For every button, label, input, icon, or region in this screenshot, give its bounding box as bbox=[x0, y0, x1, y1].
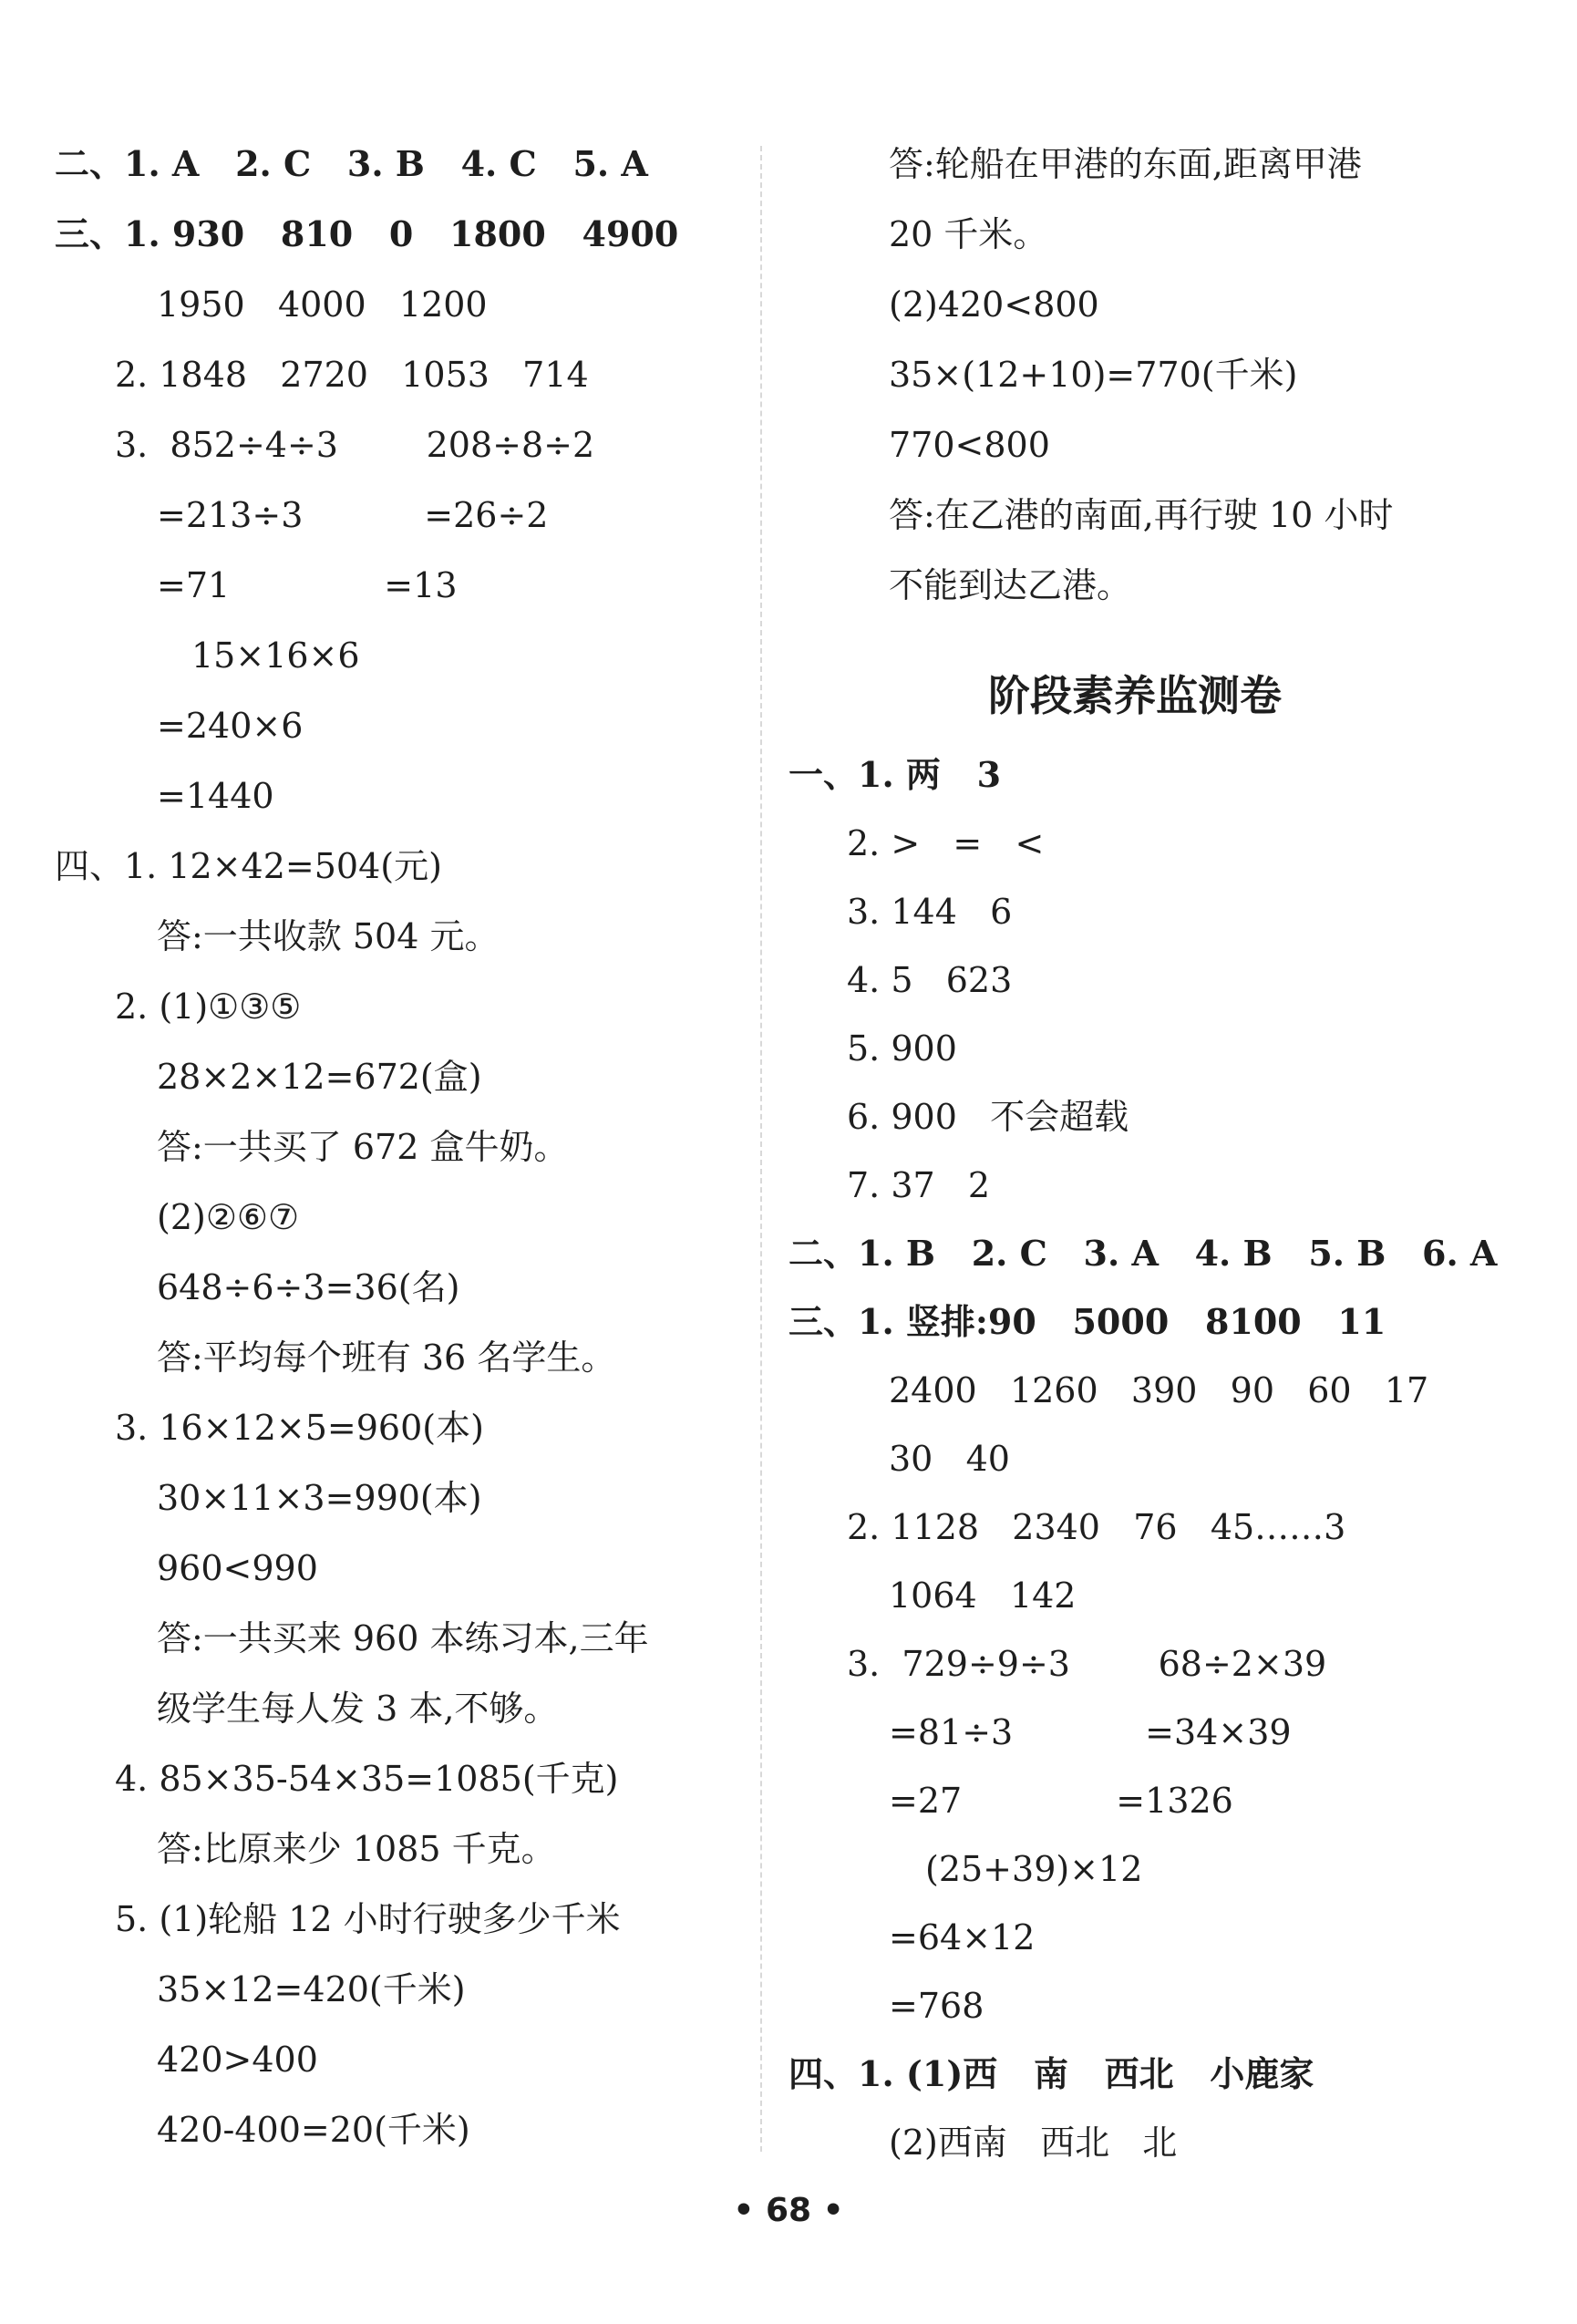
answer-line: =768 bbox=[889, 1986, 984, 2026]
answer-line: (2)420<800 bbox=[889, 284, 1099, 325]
answer-line: 四、1. (1)西 南 西北 小鹿家 bbox=[788, 2053, 1314, 2094]
answer-line: (2)西南 西北 北 bbox=[889, 2123, 1178, 2163]
answer-line: 3. 729÷9÷3 68÷2×39 bbox=[847, 1644, 1327, 1684]
answer-line: 4. 5 623 bbox=[847, 960, 1013, 1000]
answer-line: 3. 852÷4÷3 208÷8÷2 bbox=[115, 425, 595, 465]
answer-line: 35×(12+10)=770(千米) bbox=[889, 355, 1298, 395]
answer-line: 2. 1128 2340 76 45……3 bbox=[847, 1507, 1346, 1547]
answer-line: 答:在乙港的南面,再行驶 10 小时 bbox=[889, 495, 1394, 535]
answer-line: 答:比原来少 1085 千克。 bbox=[157, 1829, 556, 1869]
answer-line: 四、1. 12×42=504(元) bbox=[55, 846, 442, 886]
answer-line: 5. (1)轮船 12 小时行驶多少千米 bbox=[115, 1899, 621, 1939]
answer-line: 20 千米。 bbox=[889, 214, 1048, 254]
answer-line: 420>400 bbox=[157, 2040, 318, 2080]
answer-line: =1440 bbox=[157, 776, 274, 816]
answer-line: 级学生每人发 3 本,不够。 bbox=[157, 1689, 559, 1729]
answer-line: 答:一共买了 672 盒牛奶。 bbox=[157, 1127, 569, 1167]
answer-line: =64×12 bbox=[889, 1917, 1036, 1957]
section-title: 阶段素养监测卷 bbox=[988, 671, 1282, 720]
answer-line: 35×12=420(千米) bbox=[157, 1969, 466, 2009]
answer-line: 一、1. 两 3 bbox=[788, 754, 1002, 795]
answer-line: 4. 85×35-54×35=1085(千克) bbox=[115, 1759, 619, 1799]
answer-line: 2. > = < bbox=[847, 823, 1045, 863]
answer-line: 2. (1)①③⑤ bbox=[115, 986, 302, 1027]
answer-line: 3. 16×12×5=960(本) bbox=[115, 1408, 484, 1448]
answer-line: 三、1. 930 810 0 1800 4900 bbox=[55, 213, 679, 254]
page-number: • 68 • bbox=[733, 2192, 844, 2229]
answer-line: 7. 37 2 bbox=[847, 1165, 991, 1205]
answer-line: 5. 900 bbox=[847, 1028, 957, 1069]
answer-line: =81÷3 =34×39 bbox=[889, 1712, 1292, 1752]
answer-line: 三、1. 竖排:90 5000 8100 11 bbox=[788, 1301, 1386, 1342]
answer-line: =27 =1326 bbox=[889, 1781, 1233, 1821]
answer-line: (2)②⑥⑦ bbox=[157, 1197, 300, 1237]
answer-line: 2400 1260 390 90 60 17 bbox=[889, 1370, 1429, 1410]
answer-line: 6. 900 不会超载 bbox=[847, 1097, 1129, 1137]
answer-line: 1064 142 bbox=[889, 1575, 1077, 1616]
answer-line: 770<800 bbox=[889, 425, 1050, 465]
answer-line: =240×6 bbox=[157, 706, 304, 746]
answer-line: 不能到达乙港。 bbox=[889, 565, 1132, 605]
answer-line: 15×16×6 bbox=[191, 635, 360, 676]
answer-line: 答:一共买来 960 本练习本,三年 bbox=[157, 1618, 649, 1658]
column-divider bbox=[760, 146, 762, 2152]
answer-line: 答:一共收款 504 元。 bbox=[157, 916, 500, 956]
answer-line: 二、1. B 2. C 3. A 4. B 5. B 6. A bbox=[788, 1233, 1498, 1274]
answer-line: 420-400=20(千米) bbox=[157, 2110, 470, 2150]
answer-line: 答:轮船在甲港的东面,距离甲港 bbox=[889, 144, 1362, 184]
answer-line: 3. 144 6 bbox=[847, 892, 1013, 932]
answer-line: 960<990 bbox=[157, 1548, 318, 1588]
answer-line: (25+39)×12 bbox=[925, 1849, 1143, 1889]
answer-line: 2. 1848 2720 1053 714 bbox=[115, 355, 589, 395]
answer-line: =71 =13 bbox=[157, 565, 458, 605]
answer-line: 1950 4000 1200 bbox=[157, 284, 488, 325]
answer-line: =213÷3 =26÷2 bbox=[157, 495, 549, 535]
answer-line: 二、1. A 2. C 3. B 4. C 5. A bbox=[55, 143, 648, 184]
answer-line: 28×2×12=672(盒) bbox=[157, 1057, 482, 1097]
answer-line: 答:平均每个班有 36 名学生。 bbox=[157, 1338, 616, 1378]
answer-line: 648÷6÷3=36(名) bbox=[157, 1267, 460, 1307]
answer-line: 30×11×3=990(本) bbox=[157, 1478, 482, 1518]
answer-line: 30 40 bbox=[889, 1439, 1010, 1479]
